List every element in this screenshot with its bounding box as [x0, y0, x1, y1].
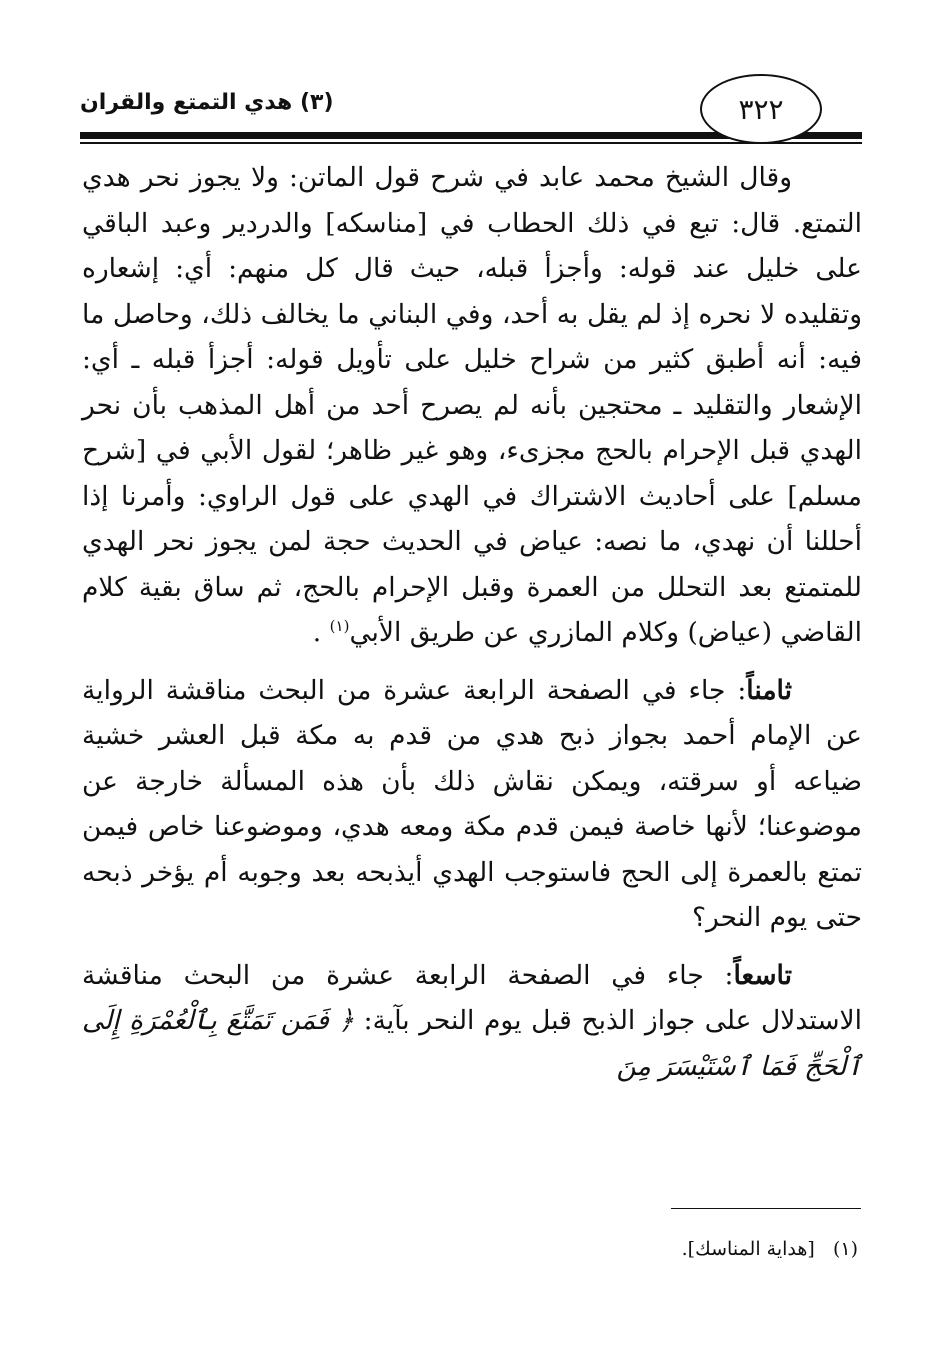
running-title: (٣) هدي التمتع والقران — [80, 90, 334, 115]
footnote-number: (١) — [832, 1238, 858, 1260]
paragraph-3-label: تاسعاً — [733, 959, 792, 991]
body-text — [82, 155, 862, 1089]
paragraph-3-text: : جاء في الصفحة الرابعة عشرة من البحث مناقشة الاستدلال على جواز الذبح قبل يوم النحر بآية: — [82, 959, 862, 1036]
footnote-reference: (١) — [329, 617, 350, 636]
paragraph-1-tail: . — [312, 617, 330, 648]
paragraph-1-text: وقال الشيخ محمد عابد في شرح قول الماتن: ولا يجوز نحر هدي التمتع. قال: تبع في ذلك الحطاب في [مناسكه] والدردير وعبد الباقي على خليل عند قوله: وأجزأ قبله، حيث قال كل منهم: أي: إشعاره وتقليده لا نحره إذ لم يقل به أحد، وفي البناني ما يخالف ذلك، وحاصل ما فيه: أنه أطبق كثير من شراح خليل على تأويل قوله: أجزأ قبله ـ أي: الإشعار والتقليد ـ محتجين بأنه لم يصرح أحد من أهل المذهب بأن نحر الهدي قبل الإحرام بالحج مجزىء، وهو غير ظاهر؛ لقول الأبي في [شرح مسلم] على أحاديث الاشتراك في الهدي على قول الراوي: وأمرنا إذا أحللنا أن نهدي، ما نصه: عياض في الحديث حجة لمن يجوز نحر الهدي للمتمتع بعد التحلل من العمرة وقبل الإحرام بالحج، ثم ساق بقية كلام القاضي (عياض) وكلام المازري عن طريق الأبي — [82, 162, 862, 648]
paragraph-1 — [82, 155, 862, 656]
page-number: ٣٢٢ — [700, 74, 822, 144]
paragraph-2-label: ثامناً — [746, 674, 792, 706]
footnote-divider — [671, 1208, 861, 1209]
paragraph-2 — [82, 668, 862, 941]
page-header — [80, 60, 862, 152]
footnote-text: [هداية المناسك]. — [681, 1238, 815, 1260]
footnote — [682, 1238, 858, 1260]
paragraph-2-text: : جاء في الصفحة الرابعة عشرة من البحث مناقشة الرواية عن الإمام أحمد بجواز ذبح هدي من قدم به مكة قبل العشر خشية ضياعه أو سرقته، ويمكن نقاش ذلك بأن هذه المسألة خارجة عن موضوعنا؛ لأنها خاصة فيمن قدم مكة ومعه هدي، وموضوعنا خاص فيمن تمتع بالعمرة إلى الحج فاستوجب الهدي أيذبحه بعد وجوبه أم يؤخر ذبحه حتى يوم النحر؟ — [82, 674, 862, 933]
quran-verse: ﴿ فَمَن تَمَتَّعَ بِٱلْعُمْرَةِ إِلَى ٱلْحَجِّ فَمَا ٱسْتَيْسَرَ مِنَ — [82, 1005, 862, 1082]
paragraph-3 — [82, 953, 862, 1090]
